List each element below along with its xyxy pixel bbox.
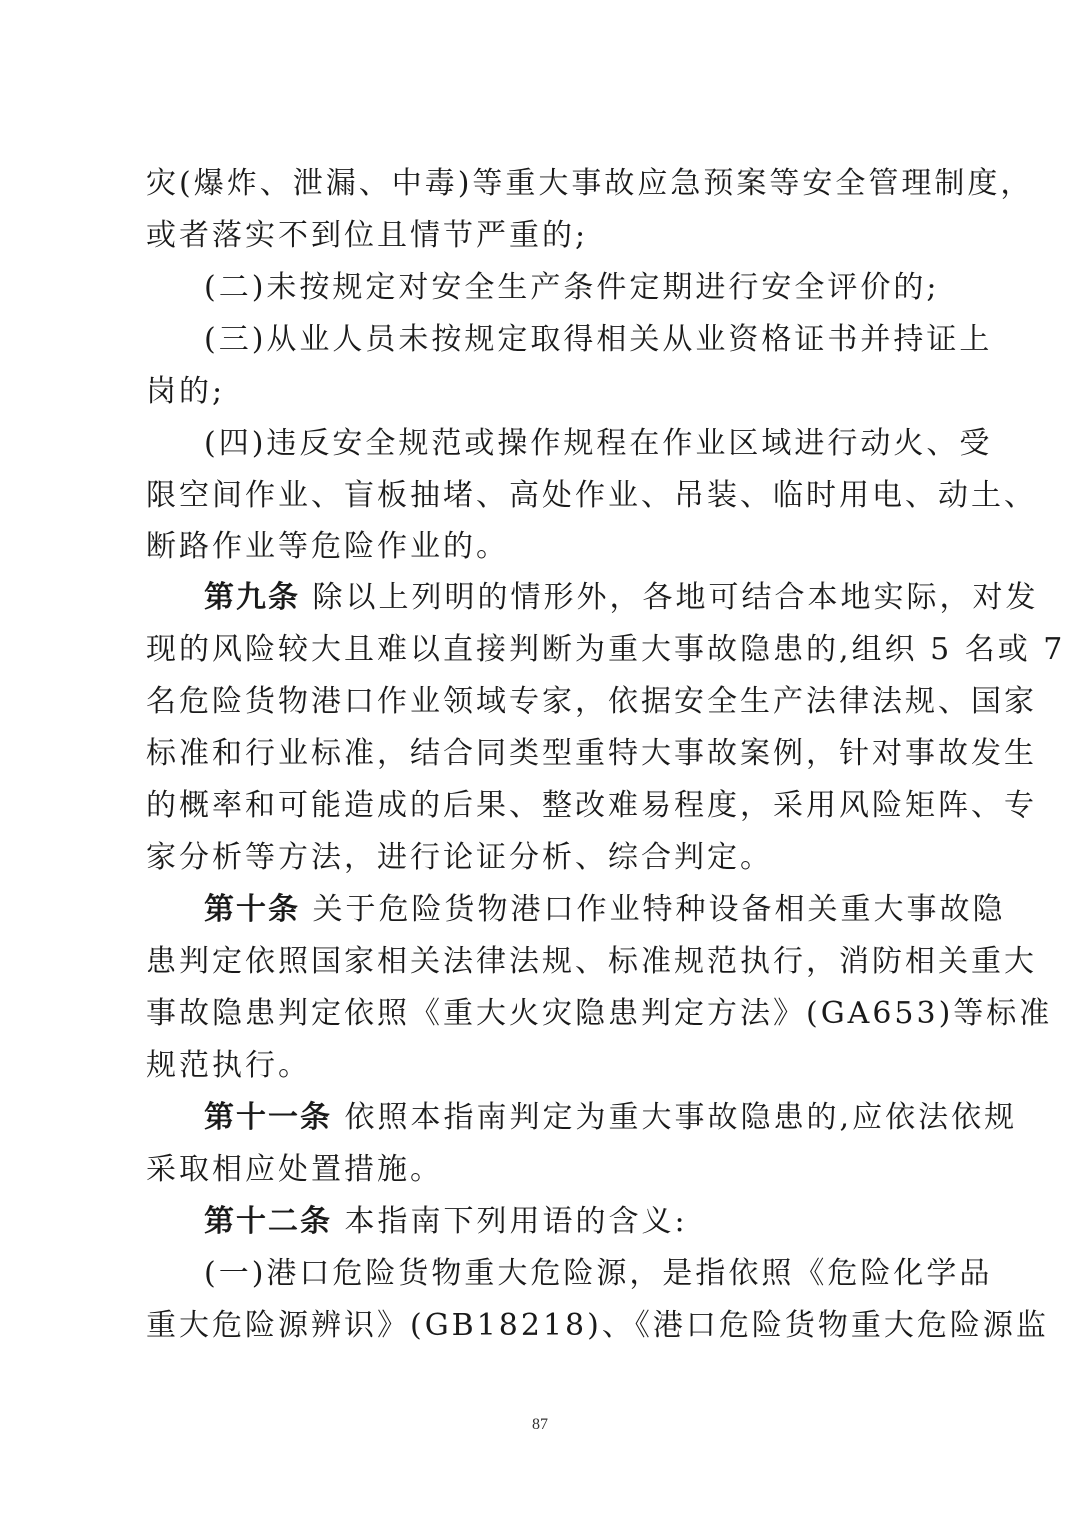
article-12-first-line <box>204 1202 688 1242</box>
text-line: 规范执行。 <box>146 1048 311 1083</box>
article-10-first-line <box>204 890 1006 930</box>
text-line: 的概率和可能造成的后果、整改难易程度，采用风险矩阵、专 <box>146 788 1037 823</box>
article-10-heading: 第十条 <box>204 892 300 927</box>
text-line: 依照本指南判定为重大事故隐患的,应依法依规 <box>344 1100 1018 1135</box>
text-line: 采取相应处置措施。 <box>146 1152 443 1187</box>
text-line: (三)从业人员未按规定取得相关从业资格证书并持证上 <box>204 322 993 357</box>
text-line: 或者落实不到位且情节严重的; <box>146 218 589 253</box>
text-line: 灾(爆炸、泄漏、中毒)等重大事故应急预案等安全管理制度， <box>146 166 1034 201</box>
text-line: 关于危险货物港口作业特种设备相关重大事故隐 <box>312 892 1006 927</box>
text-line: 事故隐患判定依照《重大火灾隐患判定方法》(GA653)等标准 <box>146 996 1053 1031</box>
text-line: (二)未按规定对安全生产条件定期进行安全评价的; <box>204 270 940 305</box>
page-number: 87 <box>532 1416 548 1433</box>
text-line: 本指南下列用语的含义: <box>344 1204 688 1239</box>
text-line: 限空间作业、盲板抽堵、高处作业、吊装、临时用电、动土、 <box>146 478 1037 513</box>
text-line: (一)港口危险货物重大危险源，是指依照《危险化学品 <box>204 1256 993 1291</box>
text-line: 除以上列明的情形外，各地可结合本地实际，对发 <box>312 580 1039 615</box>
text-line: 家分析等方法，进行论证分析、综合判定。 <box>146 840 773 875</box>
text-line: 名危险货物港口作业领域专家，依据安全生产法律法规、国家 <box>146 684 1037 719</box>
text-line: 现的风险较大且难以直接判断为重大事故隐患的,组织 5 名或 7 <box>146 632 1066 667</box>
text-line: 标准和行业标准，结合同类型重特大事故案例，针对事故发生 <box>146 736 1037 771</box>
text-line: 断路作业等危险作业的。 <box>146 529 509 564</box>
text-line: (四)违反安全规范或操作规程在作业区域进行动火、受 <box>204 426 993 461</box>
text-line: 重大危险源辨识》(GB18218)、《港口危险货物重大危险源监 <box>146 1308 1049 1343</box>
article-9-first-line <box>204 578 1039 618</box>
article-9-heading: 第九条 <box>204 580 300 615</box>
article-11-heading: 第十一条 <box>204 1100 332 1135</box>
text-line: 岗的; <box>146 374 226 409</box>
article-11-first-line <box>204 1098 1017 1138</box>
article-12-heading: 第十二条 <box>204 1204 332 1239</box>
text-line: 患判定依照国家相关法律法规、标准规范执行，消防相关重大 <box>146 944 1037 979</box>
